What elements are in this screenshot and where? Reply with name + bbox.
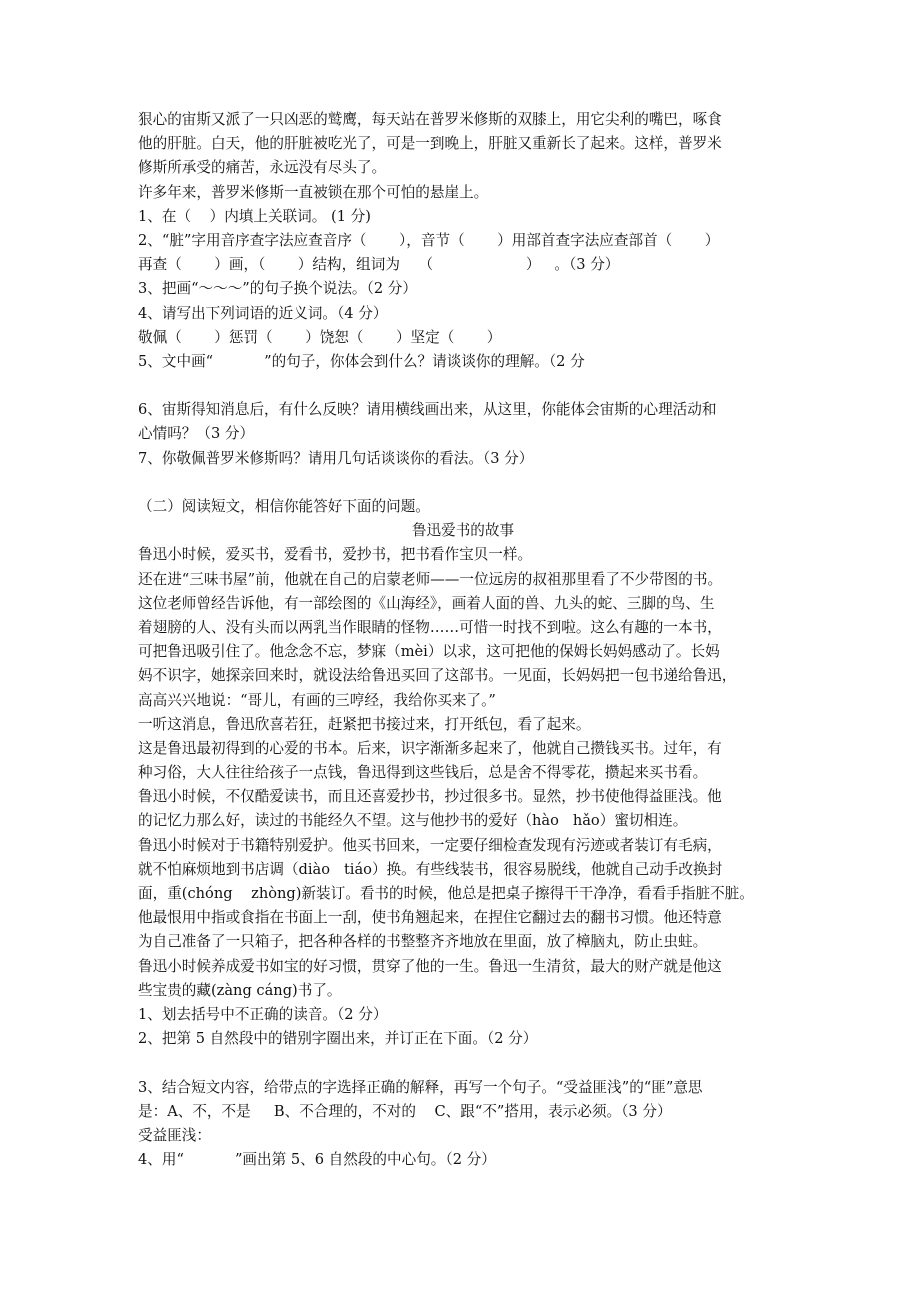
answer-space: [138, 374, 788, 398]
section-intro: （二）阅读短文，相信你能答好下面的问题。: [138, 498, 430, 515]
text-line: 一听这消息，鲁迅欣喜若狂，赶紧把书接过来，打开纸包，看了起来。: [138, 715, 591, 733]
question-3-answer-label: 受益匪浅：: [138, 1126, 211, 1144]
question-4: 4、用“ ”画出第 5、6 自然段的中心句。（2 分）: [138, 1151, 496, 1169]
question-2-cont: 再查（ ）画，（ ）结构，组词为 （ ） 。（3 分）: [138, 256, 620, 274]
answer-space: [138, 1051, 788, 1075]
question-4-words: 敬佩（ ）惩罚（ ）饶恕（ ）坚定（ ）: [138, 328, 502, 346]
question-6-cont: 心情吗？（3 分）: [138, 425, 255, 443]
question-2: 2、“脏”字用音序查字法应查音序（ ），音节（ ）用部首查字法应查部首（ ）: [138, 231, 720, 249]
question-3-options: 是：A、不，不是 B、不合理的，不对的 C、跟“不”搭用，表示必须。（3 分）: [138, 1102, 672, 1120]
text-line: 高高兴兴地说：“哥儿，有画的三哼经，我给你买来了。”: [138, 691, 496, 709]
answer-space: [138, 471, 788, 495]
text-line: 修斯所承受的痛苦，永远没有尽头了。: [138, 159, 387, 177]
text-line: 许多年来，普罗米修斯一直被锁在那个可怕的悬崖上。: [138, 183, 489, 201]
question-7: 7、你敬佩普罗米修斯吗？请用几句话谈谈你的看法。（3 分）: [138, 449, 534, 467]
question-2: 2、把第 5 自然段中的错别字圈出来，并订正在下面。（2 分）: [138, 1030, 538, 1048]
text-line: 还在进“三味书屋”前，他就在自己的启蒙老师——一位远房的叔祖那里看了不少带图的书。: [138, 570, 723, 588]
text-line: 为自己准备了一只箱子，把各种各样的书整整齐齐地放在里面，放了樟脑丸，防止虫蛀。: [138, 933, 708, 951]
question-6: 6、宙斯得知消息后，有什么反映？请用横线画出来，从这里，你能体会宙斯的心理活动和: [138, 401, 717, 419]
question-3: 3、结合短文内容，给带点的字选择正确的解释，再写一个句子。“受益匪浅”的“匪”意思: [138, 1078, 703, 1096]
text-line: 可把鲁迅吸引住了。他念念不忘，梦寐（mèi）以求，这可把他的保姆长妈妈感动了。长妈: [138, 643, 720, 661]
text-line: 他最恨用中指或食指在书面上一刮，使书角翘起来，在捏住它翻过去的翻书习惯。他还特意: [138, 909, 722, 927]
story-title: 鲁迅爱书的故事: [411, 522, 515, 540]
document-page: [138, 108, 788, 1172]
text-line: 妈不识字，她探亲回来时，就设法给鲁迅买回了这部书。一见面，长妈妈把一包书递给鲁迅，: [138, 667, 737, 685]
text-line: 狠心的宙斯又派了一只凶恶的鹫鹰，每天站在普罗米修斯的双膝上，用它尖利的嘴巴，啄食: [138, 111, 722, 128]
text-line: 鲁迅小时候，不仅酷爱读书，而且还喜爱抄书，抄过很多书。显然，抄书使他得益匪浅。他: [138, 788, 722, 806]
question-1: 1、划去括号中不正确的读音。（2 分）: [138, 1005, 388, 1023]
text-line: 些宝贵的藏(zàng cáng)书了。: [138, 981, 342, 999]
text-line: 这是鲁迅最初得到的心爱的书本。后来，识字渐渐多起来了，他就自己攒钱买书。过年，有: [138, 739, 722, 757]
text-line: 鲁迅小时候，爱买书，爱看书，爱抄书，把书看作宝贝一样。: [138, 546, 533, 564]
question-5: 5、文中画“ ”的句子，你体会到什么？请谈谈你的理解。（2 分: [138, 352, 585, 370]
text-line: 他的肝脏。白天，他的肝脏被吃光了，可是一到晚上，肝脏又重新长了起来。这样，普罗米: [138, 135, 722, 153]
text-line: 面，重(chóng zhòng)新装订。看书的时候，他总是把桌子擦得干干净净，看看手指脏不脏。: [138, 885, 754, 902]
question-1: 1、在（ ）内填上关联词。 (1 分): [138, 207, 371, 225]
section-2-passage: [138, 495, 788, 1172]
section-1-passage: [138, 108, 788, 495]
text-line: 这位老师曾经告诉他，有一部绘图的《山海经》，画着人面的兽、九头的蛇、三脚的鸟、生: [138, 594, 715, 612]
question-4: 4、请写出下列词语的近义词。（4 分）: [138, 304, 388, 322]
text-line: 着翅膀的人、没有头而以两乳当作眼睛的怪物……可惜一时找不到啦。这么有趣的一本书，: [138, 618, 722, 636]
text-line: 鲁迅小时候对于书籍特别爱护。他买书回来，一定要仔细检查发现有污迹或者装订有毛病，: [138, 836, 722, 854]
text-line: 种习俗，大人往往给孩子一点钱，鲁迅得到这些钱后，总是舍不得零花，攒起来买书看。: [138, 764, 708, 782]
text-line: 鲁迅小时候养成爱书如宝的好习惯，贯穿了他的一生。鲁迅一生清贫，最大的财产就是他这: [138, 957, 722, 975]
text-line: 的记忆力那么好，读过的书能经久不望。这与他抄书的爱好（hào hǎo）蜜切相连。: [138, 812, 688, 830]
text-line: 就不怕麻烦地到书店调（diào tiáo）换。有些线装书，很容易脱线，他就自己动手改换封: [138, 860, 723, 878]
question-3: 3、把画“～～～”的句子换个说法。（2 分）: [138, 280, 417, 298]
